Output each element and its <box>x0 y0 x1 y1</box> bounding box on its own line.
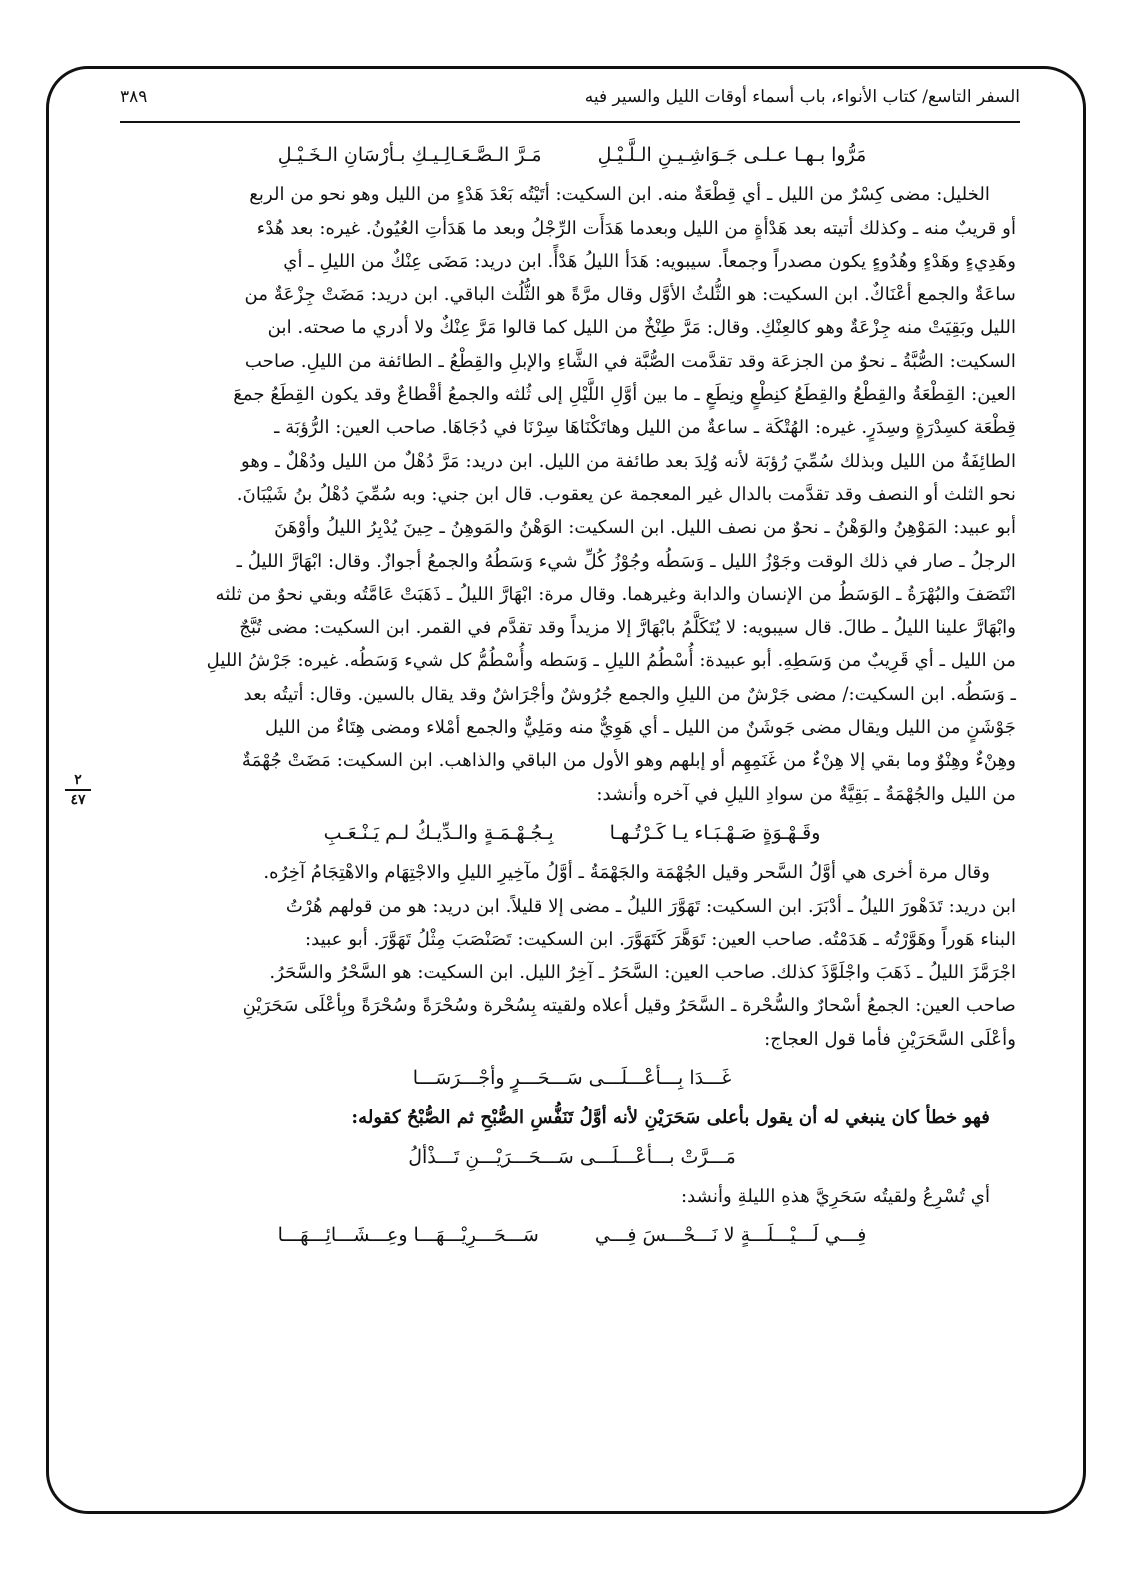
paragraph-line: اجْرَمَّزَ الليلُ ـ ذَهَبَ واجْلَوَّذَ كذلك. صاحب العين: السَّحَرُ ـ آخِرُ الليل. ابن السكيت: هو السَّحْرُ والسَّحَرُ. <box>269 962 1016 984</box>
verse-hemistich: سَـــحَـــرِيْـــهَـــا وعِـــشَـــائِـــهَـــا <box>277 1224 539 1247</box>
page-body <box>128 133 1016 1259</box>
paragraph-line: فهو خطأ كان ينبغي له أن يقول بأعلى سَحَرَيْنِ لأنه أوَّلُ تَنَفُّسِ الصُّبْحِ ثم الصُّبْحُ كقوله: <box>351 1107 990 1129</box>
paragraph-line: ـ وَسَطُه. ابن السكيت:/ مضى جَرْشٌ من الليلِ والجمع جُرُوشٌ وأجْرَاشٌ وقد يقال بالسين. وقال: أتيتُه بعد <box>243 683 1016 705</box>
verse-line <box>128 817 1016 850</box>
margin-note-bottom: ٤٧ <box>70 791 86 808</box>
paragraph-line: وأعْلَى السَّحَرَيْنِ فأما قول العجاج: <box>764 1028 1016 1050</box>
paragraph-line: من الليل ـ أي قَرِيبٌ من وَسَطِهِ. أبو عبيدة: أُسْطُمُ الليلِ ـ وَسَطه وأُسْطُمُّ كل شيء وَسَطُه. غيره: جَرْشُ الليلِ <box>206 650 1016 672</box>
verse-rajaz: غَـــدَا بِـــأعْـــلَـــى سَـــحَـــرٍ وأجْـــرَسَـــا <box>412 1067 732 1090</box>
verse-hemistich: فِـــي لَـــيْـــلَـــةٍ لا نَـــحْـــسَ فِـــي <box>594 1224 867 1247</box>
paragraph-line: البناء هَوراً وهَوَّرْتُه ـ هَدَمْتُه. صاحب العين: تَوَهَّرَ كَتَهَوَّرَ. ابن السكيت: تَصَنْصَبَ مِثْلُ تَهَوَّرَ. أبو عبيد: <box>305 928 1016 950</box>
paragraph-line: ساعَةٌ والجمع أعْنَاكٌ. ابن السكيت: هو الثُّلثُ الأوَّل وقال مرَّةً هو الثُّلُث الباقي. ابن دريد: مَضَتْ جِزْعَةٌ من <box>244 284 1016 306</box>
header-divider <box>120 121 1020 123</box>
verse-hemistich: مَرُّوا بـهـا عـلـى جَـوَاشِـيـنِ الـلَّـيْـلِ <box>597 144 867 166</box>
paragraph-line: جَوْشَنٍ من الليل ويقال مضى جَوشَنٌ من الليل ـ أي هَوِيٌّ منه ومَلِيٌّ والجمع أمْلاء ومضى هِتَاءٌ من الليل <box>264 717 1016 739</box>
paragraph-line: ابن دريد: تَدَهْورَ الليلُ ـ أدْبَرَ. ابن السكيت: تَهَوَّرَ الليلُ ـ مضى إلا قليلاً. ابن دريد: هو من قولهم هُرْتُ <box>285 895 1016 917</box>
paragraph-line: نحو الثلث أو النصف وقد تقدَّمت بالدال غير المعجمة عن يعقوب. قال ابن جني: وبه سُمِّيَ دُهْلُ بنُ شَيْبَانَ. <box>236 483 1016 505</box>
verse-line <box>128 1062 1016 1095</box>
header-title: السفر التاسع/ كتاب الأنواء، باب أسماء أوقات الليل والسير فيه <box>584 87 1020 107</box>
paragraph-line: وهَدِيءٍ وهَدْءٍ وهُدُوءٍ يكون مصدراً وجمعاً. سيبويه: هَدَأ الليلُ هَدْأً. ابن دريد: مَضَى عِنْكٌ من الليلِ ـ أي <box>283 250 1016 272</box>
paragraph-line: أي تُسْرِعُ ولقيتُه سَحَرِيَّ هذهِ الليلةِ وأنشد: <box>681 1185 990 1207</box>
paragraph-line: العين: القِطْعَةُ والقِطْعُ والقِطَعُ كنِطْعٍ ونِطَعٍ ـ ما بين أوَّلِ اللَّيْلِ إلى ثُلثه والجمعُ أقْطاعٌ وقد يكون القِطَعُ جمعَ <box>233 384 1016 406</box>
page-number: ٣٨٩ <box>120 87 148 107</box>
verse-hemistich: بِـجُـهْـمَـةٍ والـدِّيـكُ لـم يَـنْـعَـبِ <box>323 821 554 844</box>
paragraph-line: أبو عبيد: المَوْهِنُ والوَهْنُ ـ نحوٌ من نصف الليل. ابن السكيت: الوَهْنُ والمَوهِنُ ـ حِينَ يُدْبِرُ الليلُ وأوْهَنَ <box>274 517 1016 539</box>
verse-line <box>128 1219 1016 1252</box>
verse-hemistich: وقَـهْـوَةٍ صَـهْـبَـاء يـا كَـرْتُـهـا <box>609 821 821 844</box>
paragraph-line: الطائِفَةُ من الليل وبذلك سُمِّيَ رُؤبَة لأنه وُلِدَ بعد طائفة من الليل. ابن دريد: مَرَّ دُهْلٌ من الليل ودُهْلٌ ـ وهو <box>240 450 1016 472</box>
paragraph-line: من الليل والجُهْمَةُ ـ بَقِيَّةٌ من سوادِ الليلِ في آخره وأنشد: <box>596 783 1016 805</box>
verse-hemistich: مَـرَّ الـصَّـعَـالِـيـكِ بـأرْسَانِ الـخَـيْـلِ <box>277 144 542 166</box>
margin-folio-note <box>58 772 98 808</box>
paragraph-line: انْتَصَفَ والبُهْرَةُ ـ الوَسَطُ من الإنسان والدابة وغيرهما. وقال مرة: ابْهَارَّ الليلُ ـ ذَهَبَتْ عَامَّتُه وبقي نحوٌ من ثلثه <box>215 583 1016 605</box>
paragraph-line: وقال مرة أخرى هي أوَّلُ السَّحر وقيل الجُهْمَة والجَهْمَةُ ـ أوَّلُ مآخِيرِ الليلِ والاجْتِهَام والاهْتِجَامُ آخِرُه. <box>263 862 990 884</box>
paragraph-line: الرجلُ ـ صار في ذلك الوقت وجَوْزُ الليل ـ وَسَطُه وجُوْزُ كُلِّ شيء وَسَطُهُ والجمعُ أجوازٌ. وقال: ابْهَارَّ الليلُ ـ <box>236 550 1016 572</box>
paragraph-line: أو قريبٌ منه ـ وكذلك أتيته بعد هَدْأةٍ من الليل وبعدما هَدَأَت الرِّجْلُ وبعد ما هَدَأتِ العُيُونُ. غيره: بعد هُدْء <box>256 217 1016 239</box>
paragraph-line: وهِنْءٌ وهِنْوٌ وما بقي إلا هِنْءٌ من غَنَمِهِم أو إبلهم وهو الأول من الباقي والذاهب. ابن السكيت: مَضَتْ جُهْمَةٌ <box>241 750 1016 772</box>
running-header <box>120 82 1020 112</box>
verse-line <box>128 139 1016 172</box>
paragraph-line: قِطْعَة كسِدْرَةٍ وسِدَرٍ. غيره: الهُتْكَة ـ ساعةٌ من الليل وهاتَكْنَاهَا سِرْنَا في دُجَاهَا. صاحب العين: الرُّؤبَة ـ <box>274 417 1016 439</box>
margin-note-divider <box>65 789 91 791</box>
paragraph-line: الليل وبَقِيَتْ منه جِزْعَةٌ وهو كالعِنْكِ. وقال: مَرَّ طِنْخٌ من الليل كما قالوا مَرَّ عِنْكٌ ولا أدري ما صحته. ابن <box>267 317 1016 339</box>
paragraph-line: صاحب العين: الجمعُ أسْحارٌ والسُّحْرة ـ السَّحَرُ وقيل أعلاه ولقيته بِسُحْرة وسُحْرَةً وسُحْرَةً وبِأعْلَى سَحَرَيْنِ <box>242 995 1016 1017</box>
verse-rajaz: مَـــرَّتْ بـــأعْـــلَـــى سَـــحَـــرَيْـــنِ تَـــذْألُ <box>408 1145 736 1168</box>
paragraph-line: وابْهَارَّ علينا الليلُ ـ طالَ. قال سيبويه: لا يُتَكَلَّمُ بابْهَارَّ إلا مزيداً وقد تقدَّم في القمر. ابن السكيت: مضى تُبَّجٌ <box>239 617 1016 639</box>
margin-note-top: ٢ <box>74 772 82 788</box>
paragraph-line: السكيت: الصُّبَّةُ ـ نحوٌ من الجزعَة وقد تقدَّمت الصُّبَّة في الشَّاءِ والإبلِ والقِطْعُ ـ الطائفة من الليلِ. صاحب <box>244 350 1016 372</box>
paragraph-line: الخليل: مضى كِسْرٌ من الليل ـ أي قِطْعَةٌ منه. ابن السكيت: أتَيْتُه بَعْدَ هَدْءٍ من الليل وهو نحو من الربع <box>249 184 990 206</box>
verse-line <box>128 1141 1016 1174</box>
